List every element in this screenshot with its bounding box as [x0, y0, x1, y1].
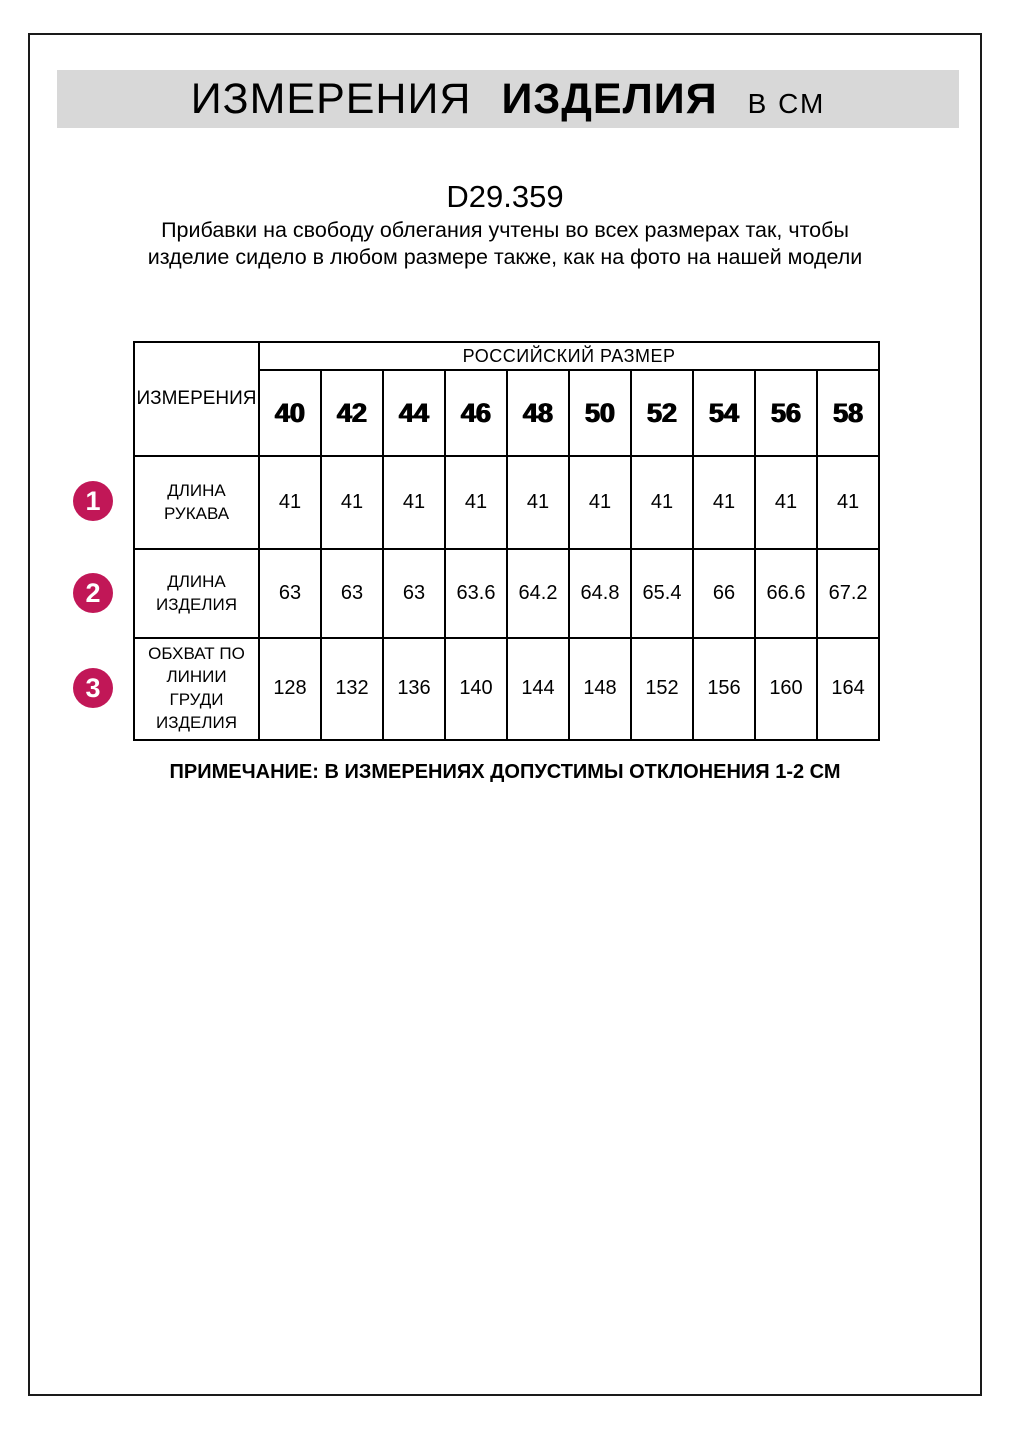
badge-3-number: 3: [85, 672, 101, 703]
size-column-header: 52: [631, 370, 693, 456]
value-cell: 66.6: [755, 549, 817, 638]
value-cell: 41: [755, 456, 817, 549]
model-code: D29.359: [446, 179, 564, 214]
value-cell: 64.8: [569, 549, 631, 638]
value-cell: 63: [383, 549, 445, 638]
value-cell: 64.2: [507, 549, 569, 638]
value-cell: 41: [817, 456, 879, 549]
size-column-header: 54: [693, 370, 755, 456]
value-cell: 156: [693, 638, 755, 740]
tolerance-note: ПРИМЕЧАНИЕ: В ИЗМЕРЕНИЯХ ДОПУСТИМЫ ОТКЛОНЕНИЯ 1-2 СМ: [169, 761, 841, 783]
value-cell: 164: [817, 638, 879, 740]
value-cell: 65.4: [631, 549, 693, 638]
badge-2-number: 2: [85, 577, 101, 608]
title-banner: [57, 70, 959, 128]
size-column-header: 40: [259, 370, 321, 456]
title-word-measurements: ИЗМЕРЕНИЯ: [190, 74, 472, 123]
size-column-header: 46: [445, 370, 507, 456]
value-cell: 41: [569, 456, 631, 549]
value-cell: 128: [259, 638, 321, 740]
value-cell: 152: [631, 638, 693, 740]
value-cell: 144: [507, 638, 569, 740]
value-cell: 140: [445, 638, 507, 740]
value-cell: 67.2: [817, 549, 879, 638]
value-cell: 41: [631, 456, 693, 549]
size-column-header: 50: [569, 370, 631, 456]
value-cell: 63.6: [445, 549, 507, 638]
value-cell: 41: [321, 456, 383, 549]
value-cell: 41: [259, 456, 321, 549]
row-number-badge-3: [73, 668, 113, 708]
value-cell: 41: [383, 456, 445, 549]
size-column-header: 48: [507, 370, 569, 456]
table-row-chest-girth: [134, 638, 879, 740]
size-table: [133, 341, 880, 741]
row-label-product-length: ДЛИНА ИЗДЕЛИЯ: [134, 549, 259, 638]
value-cell: 41: [693, 456, 755, 549]
value-cell: 41: [507, 456, 569, 549]
size-column-header: 42: [321, 370, 383, 456]
value-cell: 148: [569, 638, 631, 740]
value-cell: 160: [755, 638, 817, 740]
size-column-header: 58: [817, 370, 879, 456]
size-table-zone: [133, 341, 880, 741]
row-number-badge-2: [73, 573, 113, 613]
size-column-header: 44: [383, 370, 445, 456]
row-label-chest-girth: ОБХВАТ ПО ЛИНИИ ГРУДИ ИЗДЕЛИЯ: [134, 638, 259, 740]
table-header-size-group: РОССИЙСКИЙ РАЗМЕР: [259, 342, 879, 370]
value-cell: 63: [321, 549, 383, 638]
page-frame: [28, 33, 982, 1396]
size-column-header: 56: [755, 370, 817, 456]
title-unit-cm: В СМ: [747, 87, 826, 119]
page-title: [191, 75, 826, 124]
table-row-sleeve-length: [134, 456, 879, 549]
row-number-badge-1: [73, 481, 113, 521]
value-cell: 132: [321, 638, 383, 740]
value-cell: 41: [445, 456, 507, 549]
table-row-product-length: [134, 549, 879, 638]
value-cell: 66: [693, 549, 755, 638]
value-cell: 63: [259, 549, 321, 638]
table-header-measurements: ИЗМЕРЕНИЯ: [134, 342, 259, 456]
row-label-sleeve-length: ДЛИНА РУКАВА: [134, 456, 259, 549]
title-word-product: ИЗДЕЛИЯ: [501, 74, 718, 123]
fit-description: Прибавки на свободу облегания учтены во всех размерах так, чтобы изделие сидело в любом размере также, как на фото на нашей модели: [147, 218, 863, 269]
badge-1-number: 1: [85, 485, 101, 516]
value-cell: 136: [383, 638, 445, 740]
